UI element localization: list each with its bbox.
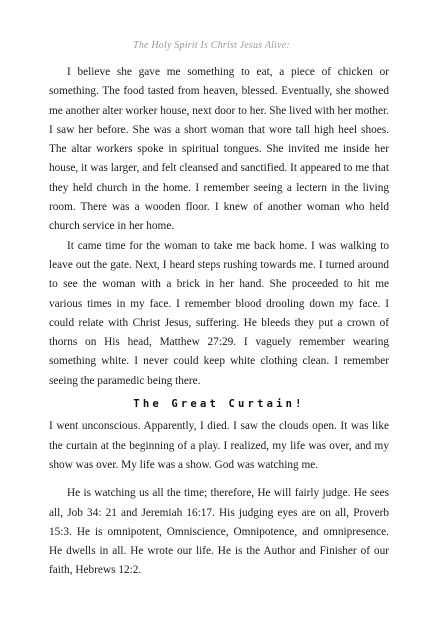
page-body [49, 63, 389, 581]
section-paragraph-2: He is watching us all the time; therefore, He will fairly judge. He sees all, Job 34: 21 and Jeremiah 16:17. His judging eyes are on all, Proverb 15:3. He is omnipotent, Omniscience, Omnipotence, and omnipresence. He dwells in all. He wrote our life. He is the Author and Finisher of our faith, Hebrews 12:2. [49, 487, 389, 577]
section-heading: The Great Curtain! [133, 398, 305, 411]
section-paragraph-1: I went unconscious. Apparently, I died. I saw the clouds open. It was like the curtain at the beginning of a play. I realized, my life was over, and my show was over. My life was a show. God was watching me. [49, 420, 389, 471]
paragraph-2: It came time for the woman to take me back home. I was walking to leave out the gate. Next, I heard steps rushing towards me. I turned around to see the woman with a brick in her hand. She proceeded to hit me various times in my face. I remember blood drooling down my face. I could relate with Christ Jesus, suffering. He bleeds they put a crown of thorns on His head, Matthew 27:29. I vaguely remember wearing something white. I never could keep white clothing clean. I remember seeing the paramedic being there. [49, 239, 389, 387]
paragraph-1: I believe she gave me something to eat, a piece of chicken or something. The food tasted from heaven, blessed. Eventually, she showed me another alter worker house, next door to her. She lived with her mother. I saw her before. She was a short woman that wore tall high heel shoes. The altar workers spoke in spiritual tongues. She invited me inside her house, it was larger, and felt cleansed and sanctified. It appeared to me that they held church in the home. I remember seeing a lectern in the living room. There was a wooden floor. I knew of another woman who held church service in her home. [49, 66, 389, 233]
running-head: The Holy Spirit Is Christ Jesus Alive: [133, 40, 290, 51]
